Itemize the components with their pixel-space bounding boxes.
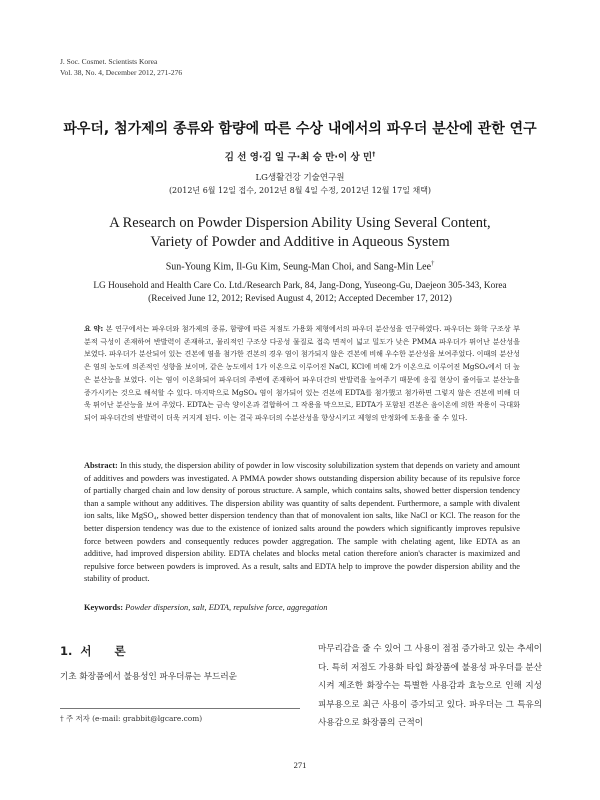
footnote: † 주 저자 (e-mail: grabbit@lgcare.com) [60, 714, 203, 723]
korean-abstract-label: 요 약: [84, 324, 104, 333]
corresponding-author-mark: † [372, 150, 376, 158]
english-abstract [84, 460, 520, 586]
body-text-right: 마무리감을 줄 수 있어 그 사용이 점점 증가하고 있는 추세이다. 특히 저점도 가용화 타입 화장품에 불용성 파우더를 분산시켜 제조한 화장수는 특별한 사용감과 효능으로 인해 지성 피부용으로 최근 사용이 증가되고 있다. 파우더는 그 특유의 사용감으로 화장품의 근적이 [318, 644, 542, 729]
english-title [0, 214, 600, 252]
keywords-text: Powder dispersion, salt, EDTA, repulsive force, aggregation [125, 603, 328, 612]
keywords-label: Keywords: [84, 603, 124, 612]
english-affiliation: LG Household and Health Care Co. Ltd./Research Park, 84, Jang-Dong, Yuseong-Gu, Daejeon 305-343, Korea [93, 281, 507, 291]
korean-authors [0, 149, 600, 163]
journal-volume: Vol. 38, No. 4, December 2012, 271-276 [60, 68, 183, 77]
body-text-left: 기초 화장품에서 불용성인 파우더류는 부드러운 [60, 672, 237, 682]
korean-title: 파우더, 첨가제의 종류와 함량에 따른 수상 내에서의 파우더 분산에 관한 연구 [63, 121, 537, 137]
korean-dates: (2012년 6월 12일 접수, 2012년 8월 4일 수정, 2012년 12월 17일 채택) [168, 186, 432, 195]
english-affiliation-block [0, 280, 600, 306]
page-number: 271 [293, 760, 307, 770]
keywords [84, 603, 520, 612]
section-heading [60, 643, 126, 659]
english-abstract-label: Abstract: [84, 461, 118, 470]
english-dates: (Received June 12, 2012; Revised August 4, 2012; Accepted December 17, 2012) [148, 294, 452, 304]
english-authors-names: Sun-Young Kim, Il-Gu Kim, Seung-Man Choi, and Sang-Min Lee [165, 261, 432, 273]
korean-abstract-text: 본 연구에서는 파우더와 첨가제의 종류, 함량에 따른 저점도 가용화 제형에서의 파우더 분산성을 연구하였다. 파우더는 화학 구조상 부분적 극성이 존재하여 반발력이 존재하고, 물리적인 구조상 다공성 물질로 접촉 면적이 넓고 밀도가 낮은 PMMA 파우더가 뛰어난 분산성을 보였다. 파우더가 분산되어 있는 견본에 염을 첨가한 견본의 경우 염이 첨가되지 않은 견본에 비해 우수한 분산성을 보여주었다. 이때의 분산성은 염의 농도에 의존적인 성향을 보이며, 같은 농도에서 1가 이온으로 이루어진 NaCl, KCl에 비해 2가 이온으로 이루어진 MgSO₄에서 더 높은 분산능을 보였다. 이는 염이 이온화되어 파우더의 주변에 존재하여 파우더간의 반발력을 높여주기 때문에 응집 현상이 줄어들고 분산능을 증가시키는 것으로 해석할 수 있다. 마지막으로 MgSO₄ 염이 첨가되어 있는 견본에 EDTA를 첨가했고 첨가하면 그렇지 않은 견본에 비해 더욱 뛰어난 분산능을 보여 주었다. EDTA는 금속 양이온과 결합하여 그 작용을 막으므로, EDTA가 포함된 견본은 음이온에 의한 작용이 극대화되어 파우더간의 반발력이 더욱 커지게 된다. 이는 결국 파우더의 수분산성을 향상시키고 제형의 안정화에 도움을 줄 수 있다. [84, 324, 520, 422]
english-abstract-text: In this study, the dispersion ability of powder in low viscosity solubilization system that depends on variety and amount of additives and powders was investigated. A PMMA powder shows outstanding dispersion ability because of its repulsive force of partially charged chain and low density of porous structure. A sample, which contains salts, showed better dispersion tendency than a sample without any additives. The dispersion ability was quantity of salts dependent. Furthermore, a sample with divalent ion salts, like MgSO₄, showed better dispersion tendency than that of monovalent ion salts, like NaCl or KCl. The reason for the better dispersion tendency was due to the existence of ionized salts around the powders which significantly improves repulsive force between powders and consequently reduces powder aggregation. The sample with chelating agent, like EDTA as an additive, had improved dispersion ability. EDTA chelates and blocks metal cation therefore anion's character is maximized and repulsive force between powders is improved. As a result, salts and EDTA help to improve the powder dispersion ability and the stability of product. [84, 461, 520, 584]
journal-header [60, 56, 182, 78]
journal-name: J. Soc. Cosmet. Scientists Korea [60, 57, 158, 66]
english-title-line1: A Research on Powder Dispersion Ability Using Several Content, [109, 215, 491, 231]
english-title-line2: Variety of Powder and Additive in Aqueous System [150, 234, 450, 250]
footnote-divider [60, 708, 300, 709]
korean-abstract [84, 323, 520, 425]
korean-affiliation: LG생활건강 기술연구원 [255, 173, 345, 183]
english-corresponding-mark: † [431, 260, 435, 267]
korean-authors-names: 김 선 영·김 일 구·최 승 만·이 상 민 [224, 152, 373, 163]
english-authors [0, 260, 600, 272]
section-number: 1. [60, 644, 73, 658]
section-title: 서 론 [80, 644, 126, 658]
